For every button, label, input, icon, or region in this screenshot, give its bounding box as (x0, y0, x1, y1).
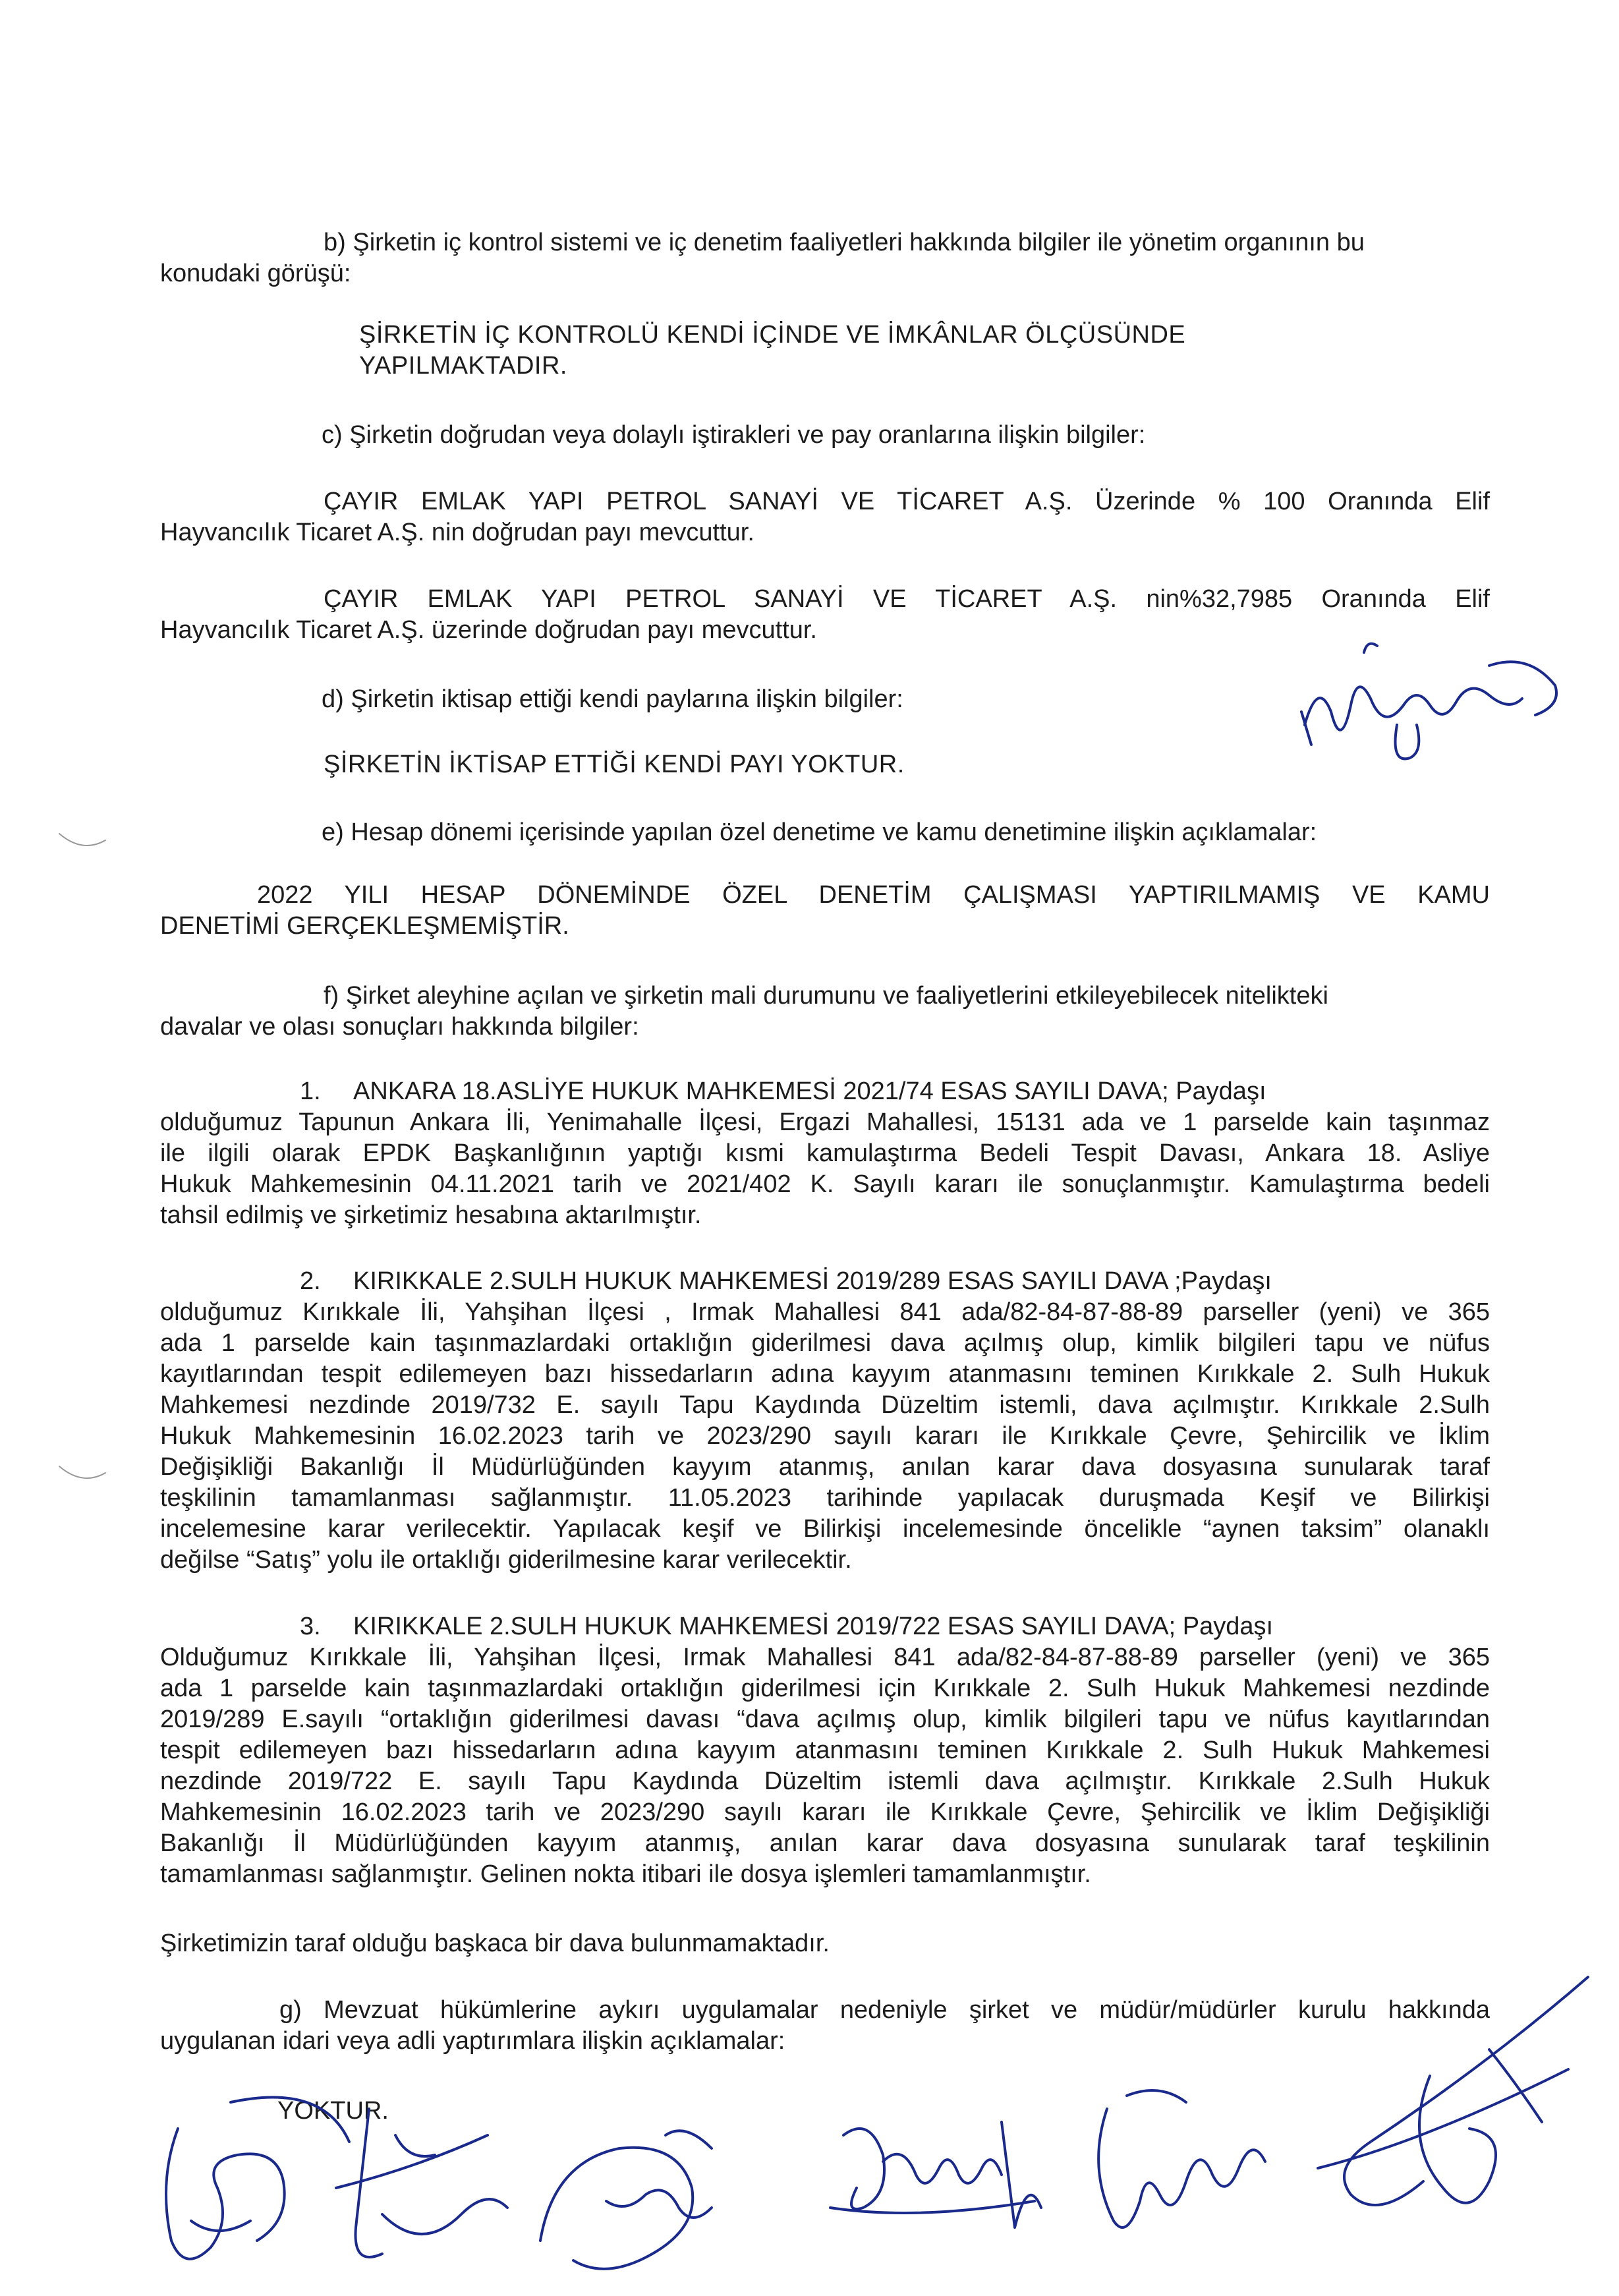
case-2-line: Hukuk Mahkemesinin 16.02.2023 tarih ve 2023/290 sayılı kararı ile Kırıkkale Çevre, Şehircilik ve İklim (160, 1422, 1490, 1450)
section-c-heading: c) Şirketin doğrudan veya dolaylı iştirakleri ve pay oranlarına ilişkin bilgiler: (322, 421, 1146, 449)
section-d-answer: ŞİRKETİN İKTİSAP ETTİĞİ KENDİ PAYI YOKTUR. (324, 751, 905, 778)
case-2-line: Değişikliği Bakanlığı İl Müdürlüğünden kayyım atanmış, anılan karar dava dosyasına sunularak taraf (160, 1453, 1490, 1481)
section-d-heading: d) Şirketin iktisap ettiği kendi paylarına ilişkin bilgiler: (322, 685, 903, 713)
case-1-line: olduğumuz Tapunun Ankara İli, Yenimahalle İlçesi, Ergazi Mahallesi, 15131 ada ve 1 parselde kain taşınmaz (160, 1108, 1490, 1136)
signature-bottom-6-icon (1292, 1970, 1601, 2254)
section-b-heading-line2: konudaki görüşü: (160, 260, 351, 287)
section-c-para1-line2: Hayvancılık Ticaret A.Ş. nin doğrudan payı mevcuttur. (160, 519, 754, 546)
section-g-answer: YOKTUR. (277, 2097, 389, 2125)
section-e-answer-line2: DENETİMİ GERÇEKLEŞMEMİŞTİR. (160, 912, 569, 940)
case-3-line: tespit edilemeyen bazı hissedarların adına kayyım atanmasını teminen Kırıkkale 2. Sulh Hukuk Mahkemesi (160, 1736, 1490, 1764)
case-2-line: değilse “Satış” yolu ile ortaklığı giderilmesine karar verilecektir. (160, 1546, 852, 1574)
case-3-line: Bakanlığı İl Müdürlüğünden kayyım atanmış, anılan karar dava dosyasına sunularak taraf teşkilinin (160, 1829, 1490, 1857)
margin-mark (56, 830, 109, 857)
section-b-answer-line1: ŞİRKETİN İÇ KONTROLÜ KENDİ İÇİNDE VE İMKÂNLAR ÖLÇÜSÜNDE (359, 321, 1186, 349)
case-2-line: Mahkemesi nezdinde 2019/732 E. sayılı Tapu Kaydında Düzeltim istemli, dava açılmıştır. Kırıkkale 2.Sulh (160, 1391, 1490, 1419)
case-2-number: 2. (300, 1267, 321, 1295)
case-2-title: KIRIKKALE 2.SULH HUKUK MAHKEMESİ 2019/289 ESAS SAYILI DAVA ;Paydaşı (353, 1267, 1272, 1295)
section-e-heading: e) Hesap dönemi içerisinde yapılan özel denetime ve kamu denetimine ilişkin açıklamalar: (322, 818, 1317, 846)
section-b-heading-line1: b) Şirketin iç kontrol sistemi ve iç denetim faaliyetleri hakkında bilgiler ile yönetim organının bu (324, 229, 1365, 256)
case-1-line: Hukuk Mahkemesinin 04.11.2021 tarih ve 2021/402 K. Sayılı kararı ile sonuçlanmıştır. Kamulaştırma bedeli (160, 1170, 1490, 1198)
section-f-closing: Şirketimizin taraf olduğu başkaca bir dava bulunmamaktadır. (160, 1930, 830, 1957)
case-1-title: ANKARA 18.ASLİYE HUKUK MAHKEMESİ 2021/74 ESAS SAYILI DAVA; Paydaşı (353, 1077, 1266, 1105)
section-g-heading-line1: g) Mevzuat hükümlerine aykırı uygulamalar nedeniyle şirket ve müdür/müdürler kurulu hakkında (279, 1996, 1490, 2024)
signature-bottom-5-icon (1067, 2069, 1292, 2254)
case-2-line: olduğumuz Kırıkkale İli, Yahşihan İlçesi , Irmak Mahallesi 841 ada/82-84-87-88-89 parseller (yeni) ve 365 (160, 1298, 1490, 1326)
section-c-para2-line1: ÇAYIR EMLAK YAPI PETROL SANAYİ VE TİCARET A.Ş. nin%32,7985 Oranında Elif (324, 585, 1490, 613)
case-2-line: kayıtlarından tespit edilemeyen bazı hissedarların adına kayyım atanmasını teminen Kırıkkale 2. Sulh Hukuk (160, 1360, 1490, 1388)
case-3-title: KIRIKKALE 2.SULH HUKUK MAHKEMESİ 2019/722 ESAS SAYILI DAVA; Paydaşı (353, 1613, 1274, 1640)
case-1-number: 1. (300, 1077, 321, 1105)
signature-bottom-3-icon (514, 2109, 751, 2293)
section-e-answer-line1: 2022 YILI HESAP DÖNEMİNDE ÖZEL DENETİM ÇALIŞMASI YAPTIRILMAMIŞ VE KAMU (257, 881, 1490, 909)
signature-bottom-2-icon (316, 2096, 534, 2293)
case-3-line: nezdinde 2019/722 E. sayılı Tapu Kaydında Düzeltim istemli dava açılmıştır. Kırıkkale 2.Sulh Hukuk (160, 1767, 1490, 1795)
case-2-line: incelemesine karar verilecektir. Yapılacak keşif ve Bilirkişi incelemesinde öncelikle “aynen taksim” olanaklı (160, 1515, 1490, 1543)
margin-mark (56, 1463, 109, 1489)
case-3-line: ada 1 parselde kain taşınmazlardaki ortaklığın giderilmesi için Kırıkkale 2. Sulh Hukuk Mahkemesi nezdinde (160, 1675, 1490, 1702)
signature-bottom-4-icon (817, 2096, 1054, 2254)
case-3-number: 3. (300, 1613, 321, 1640)
section-b-answer-line2: YAPILMAKTADIR. (359, 352, 567, 380)
signature-right-icon (1292, 626, 1581, 778)
case-3-line: Olduğumuz Kırıkkale İli, Yahşihan İlçesi, Irmak Mahallesi 841 ada/82-84-87-88-89 parseller (yeni) ve 365 (160, 1644, 1490, 1671)
case-1-line: tahsil edilmiş ve şirketimiz hesabına aktarılmıştır. (160, 1201, 702, 1229)
section-f-heading-line2: davalar ve olası sonuçları hakkında bilgiler: (160, 1013, 639, 1041)
case-3-line: Mahkemesinin 16.02.2023 tarih ve 2023/290 sayılı kararı ile Kırıkkale Çevre, Şehircilik ve İklim Değişikliği (160, 1798, 1490, 1826)
case-2-line: ada 1 parselde kain taşınmazlardaki ortaklığın giderilmesi dava açılmış olup, kimlik bilgileri tapu ve nüfus (160, 1329, 1490, 1357)
section-g-heading-line2: uygulanan idari veya adli yaptırımlara ilişkin açıklamalar: (160, 2027, 785, 2055)
section-c-para1-line1: ÇAYIR EMLAK YAPI PETROL SANAYİ VE TİCARET A.Ş. Üzerinde % 100 Oranında Elif (324, 488, 1490, 515)
section-c-para2-line2: Hayvancılık Ticaret A.Ş. üzerinde doğrudan payı mevcuttur. (160, 616, 817, 644)
section-f-heading-line1: f) Şirket aleyhine açılan ve şirketin mali durumunu ve faaliyetlerini etkileyebilecek nitelikteki (324, 982, 1328, 1010)
case-1-line: ile ilgili olarak EPDK Başkanlığının yaptığı kısmi kamulaştırma Bedeli Tespit Davası, Ankara 18. Asliye (160, 1139, 1490, 1167)
case-2-line: teşkilinin tamamlanması sağlanmıştır. 11.05.2023 tarihinde yapılacak duruşmada Keşif ve Bilirkişi (160, 1484, 1490, 1512)
case-3-line: 2019/289 E.sayılı “ortaklığın giderilmesi davası “dava açılmış olup, kimlik bilgileri tapu ve nüfus kayıtlarından (160, 1706, 1490, 1733)
case-3-line: tamamlanması sağlanmıştır. Gelinen nokta itibari ile dosya işlemleri tamamlanmıştır. (160, 1860, 1091, 1888)
